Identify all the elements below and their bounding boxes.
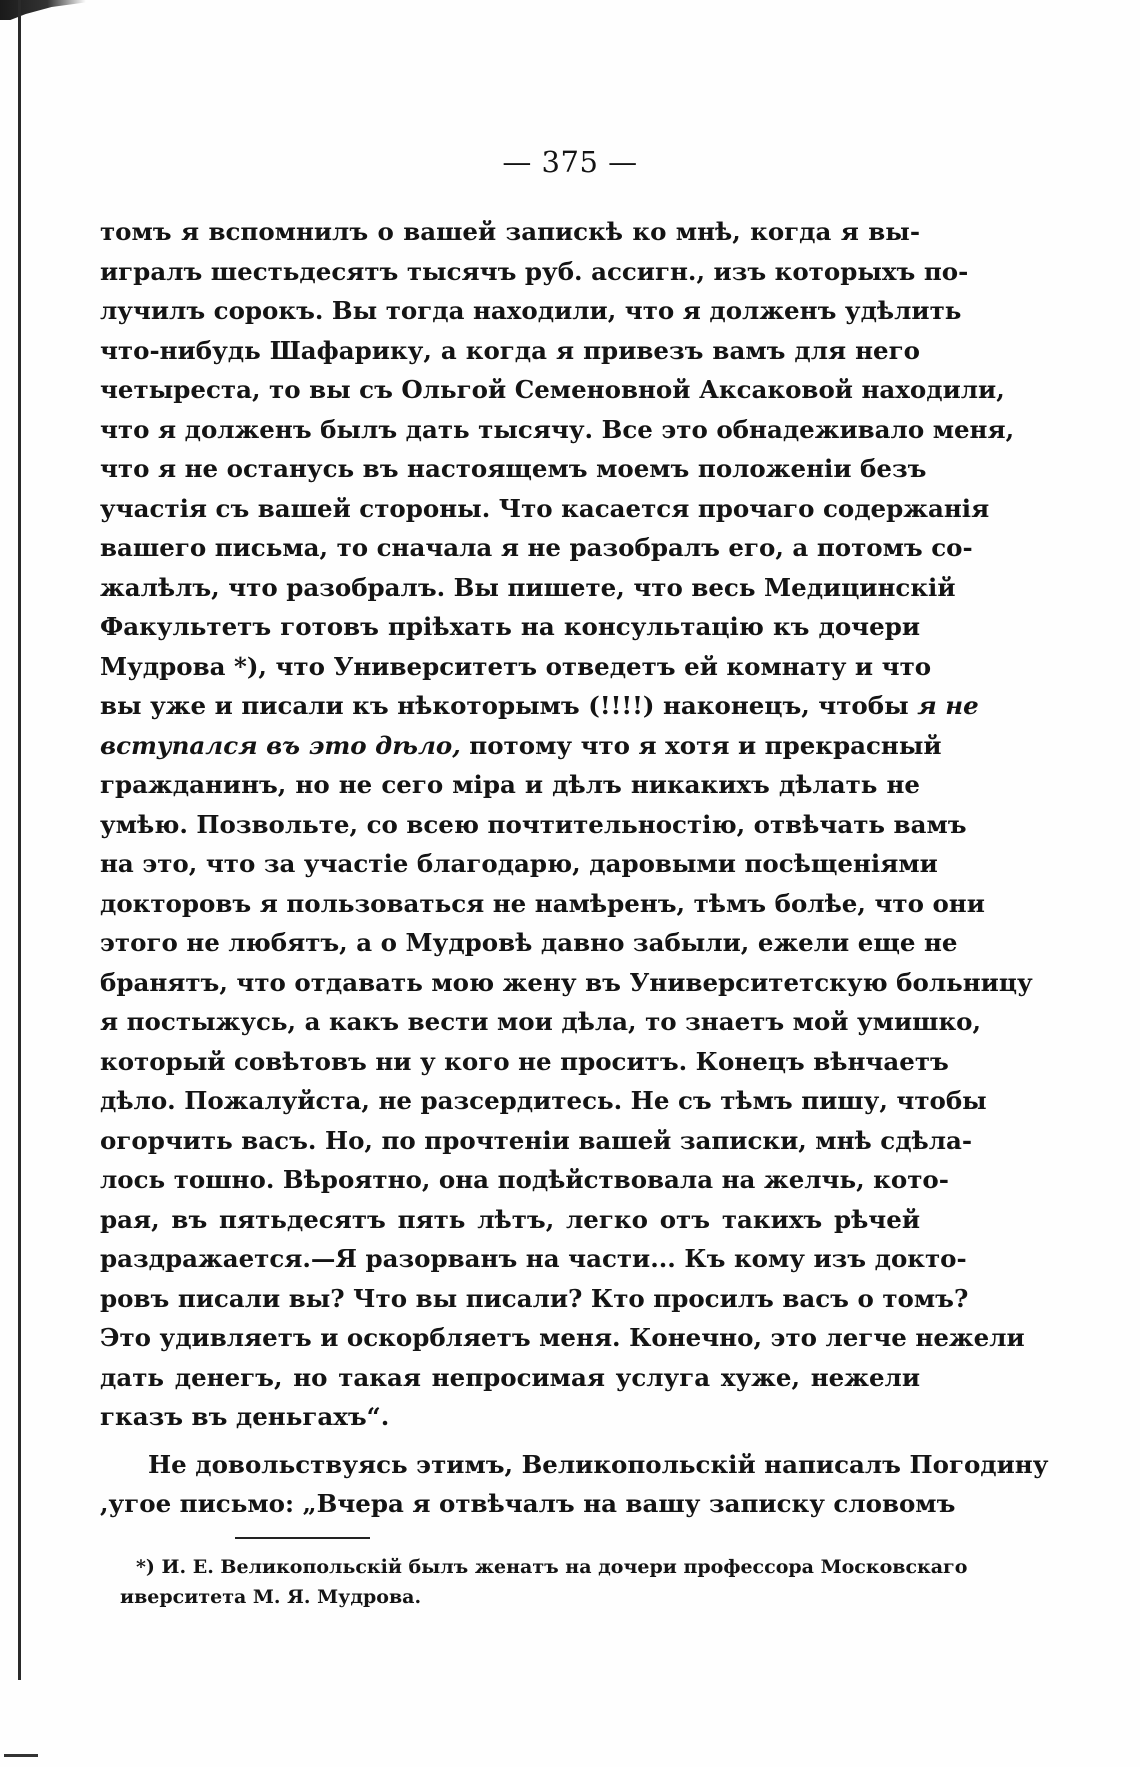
text-line: что я долженъ былъ дать тысячу. Все это обнадеживало меня,: [100, 414, 1015, 444]
text-line: на это, что за участiе благодарю, даровыми посѣщенiями: [100, 849, 938, 878]
text-line: вашего письма, то сначала я не разобралъ его, а потомъ со-: [100, 533, 973, 562]
text-line: докторовъ я пользоваться не намѣренъ, тѣмъ болѣе, что они: [100, 888, 985, 918]
text-line: рая, въ пятьдесятъ пять лѣтъ, легко отъ такихъ рѣчей: [100, 1204, 920, 1234]
text-line: четыреста, то вы съ Ольгой Семеновной Аксаковой находили,: [100, 375, 1005, 404]
text-line: что-нибудь Шафарику, а когда я привезъ вамъ для него: [100, 335, 920, 365]
text-line: ,угое письмо: „Вчера я отвѣчалъ на вашу записку словомъ: [100, 1489, 956, 1518]
footnote-divider: [235, 1537, 370, 1539]
paragraph-first-line: Не довольствуясь этимъ, Великопольскiй написалъ Погодину: [148, 1449, 1049, 1479]
italic-emphasis: я не: [917, 691, 979, 720]
text-line: раздражается.—Я разорванъ на части... Къ кому изъ доктo-: [100, 1244, 967, 1273]
text-line: умѣю. Позвольте, со всею почтительностiю, отвѣчать вамъ: [100, 809, 967, 839]
text-line: Это удивляетъ и оскорбляетъ меня. Конечно, это легче нежели: [100, 1323, 1025, 1352]
text-segment: потому что я хотя и прекрасный: [460, 730, 942, 760]
text-segment: вы уже и писали къ нѣкоторымъ (!!!!) наконецъ, чтобы: [100, 691, 918, 720]
text-line: игралъ шестьдесятъ тысячъ руб. ассигн., изъ которыхъ по-: [100, 256, 969, 286]
text-line: Мудрова *), что Университетъ отведетъ ей комнату и что: [100, 651, 932, 681]
text-line: гражданинъ, но не сего мiра и дѣлъ никакихъ дѣлать не: [100, 770, 920, 799]
page-number: — 375 —: [502, 145, 638, 179]
body-text: [100, 212, 1049, 1524]
text-line: я постыжусь, а какъ вести мои дѣла, то знаетъ мой умишко,: [100, 1007, 982, 1036]
text-line: Факультетъ готовъ прiѣхать на консультацiю къ дочери: [100, 612, 920, 641]
text-line: что я не останусь въ настоящемъ моемъ положенiи безъ: [100, 454, 927, 483]
text-line: лучилъ сорокъ. Вы тогда находили, что я долженъ удѣлить: [100, 296, 962, 325]
text-line: этого не любятъ, а о Мудровѣ давно забыли, ежели еще не: [100, 928, 958, 957]
scan-edge-top: [0, 0, 86, 20]
text-line: лось тошно. Вѣроятно, она подѣйствовала на желчь, кото-: [100, 1165, 949, 1194]
text-line: бранятъ, что отдавать мою жену въ Университетскую больницу: [100, 967, 1033, 997]
text-line: ровъ писали вы? Что вы писали? Кто просилъ васъ о томъ?: [100, 1283, 969, 1313]
paragraph-last-line: гказъ въ деньгахъ“.: [100, 1402, 390, 1431]
text-line-with-italic: [100, 726, 942, 766]
scan-edge-left: [18, 0, 21, 1680]
paragraph-gap: [100, 1437, 920, 1445]
footnote-line: иверситета М. Я. Мудрова.: [120, 1586, 422, 1608]
text-line: дать денегъ, но такая непросимая услуга хуже, нежели: [100, 1362, 920, 1392]
text-line: огорчить васъ. Но, по прочтенiи вашей записки, мнѣ сдѣла-: [100, 1125, 973, 1155]
text-line-with-italic: [100, 686, 979, 726]
italic-emphasis: вступался въ это дѣло,: [100, 730, 461, 760]
text-line: томъ я вспомнилъ о вашей запискѣ ко мнѣ, когда я вы-: [100, 217, 920, 246]
footnote-line: *) И. Е. Великопольскiй былъ женатъ на дочери профессора Московскаго: [136, 1556, 968, 1578]
text-line: участiя съ вашей стороны. Что касается прочаго содержанiя: [100, 493, 990, 523]
text-line: жалѣлъ, что разобралъ. Вы пишете, что весь Медицинскiй: [100, 572, 956, 602]
footnote: [120, 1552, 968, 1612]
scan-mark-bottom: [4, 1754, 38, 1757]
text-line: который совѣтовъ ни у кого не проситъ. Конецъ вѣнчаетъ: [100, 1046, 949, 1076]
text-line: дѣло. Пожалуйста, не разсердитесь. Не съ тѣмъ пишу, чтобы: [100, 1086, 987, 1115]
